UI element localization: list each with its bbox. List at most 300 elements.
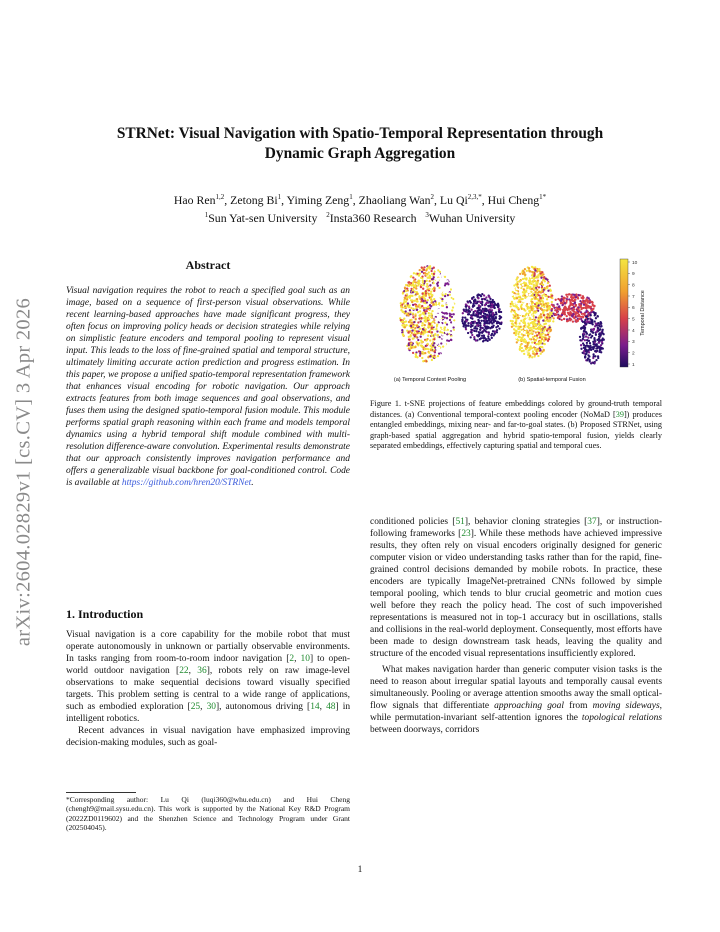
- scatter-point: [539, 283, 541, 285]
- scatter-point: [428, 288, 430, 290]
- scatter-point: [491, 333, 493, 335]
- scatter-point: [484, 298, 486, 300]
- scatter-point: [573, 308, 575, 310]
- scatter-point: [421, 357, 423, 359]
- scatter-point: [592, 355, 594, 357]
- scatter-point: [543, 323, 545, 325]
- scatter-point: [517, 317, 519, 319]
- scatter-point: [569, 305, 571, 307]
- scatter-point: [539, 297, 541, 299]
- scatter-point: [537, 274, 539, 276]
- scatter-point: [593, 339, 595, 341]
- scatter-point: [418, 342, 420, 344]
- citation-link[interactable]: 30: [206, 702, 216, 712]
- scatter-point: [480, 337, 482, 339]
- scatter-point: [523, 320, 525, 322]
- scatter-point: [512, 307, 514, 309]
- scatter-point: [543, 314, 545, 316]
- scatter-point: [420, 277, 422, 279]
- citation-link[interactable]: 25: [190, 702, 201, 712]
- scatter-point: [583, 330, 585, 332]
- scatter-point: [452, 317, 454, 319]
- scatter-point: [577, 320, 579, 322]
- scatter-point: [487, 305, 489, 307]
- scatter-point: [531, 308, 533, 310]
- scatter-point: [594, 314, 596, 316]
- scatter-point: [416, 293, 418, 295]
- scatter-point: [450, 311, 452, 313]
- scatter-point: [400, 306, 402, 308]
- scatter-point: [410, 347, 412, 349]
- scatter-point: [425, 295, 427, 297]
- scatter-point: [513, 328, 515, 330]
- scatter-point: [520, 305, 522, 307]
- scatter-point: [560, 300, 562, 302]
- scatter-point: [482, 337, 484, 339]
- scatter-point: [537, 350, 539, 352]
- scatter-point: [440, 323, 442, 325]
- scatter-point: [426, 285, 428, 287]
- scatter-point: [536, 295, 538, 297]
- scatter-point: [538, 323, 540, 325]
- scatter-point: [478, 313, 480, 315]
- scatter-point: [473, 330, 475, 332]
- scatter-point: [424, 360, 426, 362]
- scatter-point: [427, 318, 429, 320]
- scatter-point: [522, 311, 524, 313]
- scatter-point: [555, 299, 557, 301]
- scatter-point: [546, 287, 548, 289]
- scatter-point: [548, 336, 550, 338]
- scatter-point: [429, 355, 431, 357]
- scatter-point: [534, 291, 536, 293]
- scatter-point: [586, 344, 588, 346]
- scatter-point: [524, 297, 526, 299]
- scatter-point: [451, 316, 453, 318]
- scatter-point: [445, 283, 447, 285]
- scatter-point: [428, 294, 430, 296]
- scatter-point: [450, 299, 452, 301]
- scatter-point: [535, 306, 537, 308]
- scatter-point: [566, 296, 568, 298]
- scatter-point: [405, 310, 407, 312]
- scatter-point: [419, 310, 421, 312]
- citation-link[interactable]: 2: [289, 654, 295, 664]
- author: Lu $Qi^{2,3,*}$: [439, 192, 482, 207]
- scatter-point: [431, 346, 433, 348]
- figure-caption: Figure 1. t-SNE projections of feature embeddings colored by ground-truth temporal distances. (a) Conventional temporal-context pooling encoder (NoMaD [39]) produces entangled embeddings, mixing near- and far-to-goal states. (b) Proposed STRNet, using graph-based spatial aggregation and hybrid spatio-temporal fusion, yields clearly separated embeddings, effectively capturing spatial and temporal cues.: [370, 399, 662, 451]
- scatter-point: [452, 324, 454, 326]
- scatter-point: [481, 335, 483, 337]
- affiliation: Sun Yat-sen University: [208, 210, 318, 225]
- scatter-point: [412, 308, 414, 310]
- scatter-point: [595, 323, 597, 325]
- scatter-point: [413, 272, 415, 274]
- scatter-point: [403, 301, 405, 303]
- scatter-point: [437, 319, 439, 321]
- scatter-point: [463, 308, 465, 310]
- scatter-point: [415, 318, 417, 320]
- scatter-point: [470, 336, 472, 338]
- scatter-point: [541, 351, 543, 353]
- scatter-point: [518, 331, 520, 333]
- scatter-point: [570, 302, 572, 304]
- scatter-point: [425, 321, 427, 323]
- scatter-point: [420, 336, 422, 338]
- scatter-point: [525, 348, 527, 350]
- scatter-point: [528, 349, 530, 351]
- colorbar-tick-label: 7: [632, 294, 635, 300]
- citation-link[interactable]: 48: [326, 702, 336, 712]
- scatter-point: [549, 314, 551, 316]
- scatter-point: [528, 280, 530, 282]
- scatter-point: [537, 320, 539, 322]
- scatter-point: [519, 313, 521, 315]
- abstract-heading: Abstract: [185, 258, 231, 272]
- scatter-point: [516, 288, 518, 290]
- scatter-point: [493, 307, 495, 309]
- scatter-point: [578, 318, 580, 320]
- scatter-point: [423, 307, 425, 309]
- scatter-point: [589, 312, 591, 314]
- scatter-point: [416, 330, 418, 332]
- citation-link[interactable]: 14: [310, 702, 320, 712]
- scatter-point: [514, 315, 516, 317]
- scatter-point: [591, 346, 593, 348]
- scatter-point: [421, 266, 423, 268]
- scatter-point: [424, 324, 426, 326]
- scatter-point: [522, 305, 524, 307]
- scatter-point: [433, 290, 435, 292]
- scatter-point: [525, 337, 527, 339]
- scatter-point: [527, 306, 529, 308]
- scatter-point: [445, 300, 447, 302]
- scatter-point: [433, 342, 435, 344]
- scatter-point: [439, 311, 441, 313]
- scatter-point: [531, 302, 533, 304]
- scatter-point: [413, 285, 415, 287]
- scatter-point: [468, 313, 470, 315]
- scatter-point: [431, 273, 433, 275]
- scatter-point: [524, 331, 526, 333]
- scatter-point: [562, 309, 564, 311]
- scatter-point: [493, 314, 495, 316]
- scatter-point: [493, 305, 495, 307]
- scatter-point: [421, 293, 423, 295]
- intro-paragraph-1: Visual navigation is a core capability for the mobile robot that must operate autonomously in unknown or partially observable environments. In tasks ranging from room-to-room indoor navigation [2, 10] to open-world outdoor navigation [22, 36], robots rely on raw image-level observations to make sequential decisions toward visually specified targets. This problem setting is central to a wide range of applications, such as embodied exploration [25, 30], autonomous driving [14, 48] in intelligent robotics.: [66, 630, 351, 724]
- citation-link[interactable]: 51: [455, 517, 465, 527]
- scatter-point: [442, 345, 444, 347]
- scatter-point: [491, 337, 493, 339]
- scatter-point: [517, 333, 519, 335]
- scatter-point: [568, 293, 570, 295]
- scatter-point: [527, 352, 529, 354]
- scatter-point: [452, 331, 454, 333]
- scatter-point: [423, 269, 425, 271]
- scatter-point: [412, 282, 414, 284]
- scatter-point: [436, 295, 438, 297]
- scatter-point: [595, 317, 597, 319]
- scatter-point: [435, 269, 437, 271]
- scatter-point: [519, 301, 521, 303]
- scatter-point: [600, 322, 602, 324]
- scatter-point: [573, 311, 575, 313]
- scatter-point: [434, 318, 436, 320]
- scatter-point: [552, 305, 554, 307]
- scatter-point: [515, 325, 517, 327]
- scatter-point: [524, 309, 526, 311]
- scatter-point: [461, 319, 463, 321]
- scatter-point: [402, 292, 404, 294]
- colorbar-tick-label: 10: [632, 260, 638, 266]
- scatter-point: [554, 313, 556, 315]
- scatter-point: [516, 283, 518, 285]
- scatter-point: [535, 324, 537, 326]
- scatter-point: [473, 336, 475, 338]
- scatter-point: [466, 300, 468, 302]
- scatter-point: [483, 294, 485, 296]
- scatter-point: [424, 310, 426, 312]
- scatter-point: [446, 336, 448, 338]
- scatter-point: [602, 337, 604, 339]
- scatter-point: [522, 291, 524, 293]
- scatter-point: [450, 339, 452, 341]
- scatter-point: [415, 287, 417, 289]
- scatter-point: [589, 345, 591, 347]
- scatter-point: [443, 291, 445, 293]
- scatter-point: [584, 356, 586, 358]
- scatter-point: [493, 318, 495, 320]
- scatter-point: [422, 328, 424, 330]
- scatter-point: [582, 295, 584, 297]
- scatter-point: [404, 326, 406, 328]
- scatter-point: [573, 294, 575, 296]
- code-link[interactable]: https://github.com/hren20/STRNet: [121, 478, 252, 488]
- scatter-point: [411, 329, 413, 331]
- scatter-point: [575, 296, 577, 298]
- scatter-point: [433, 267, 435, 269]
- scatter-point: [414, 334, 416, 336]
- scatter-point: [436, 325, 438, 327]
- scatter-point: [523, 288, 525, 290]
- colorbar-tick-label: 2: [632, 351, 635, 357]
- scatter-point: [592, 341, 594, 343]
- scatter-point: [412, 304, 414, 306]
- scatter-point: [532, 281, 534, 283]
- scatter-point: [524, 268, 526, 270]
- scatter-point: [496, 331, 498, 333]
- scatter-point: [416, 298, 418, 300]
- scatter-point: [522, 345, 524, 347]
- scatter-point: [543, 287, 545, 289]
- scatter-point: [519, 348, 521, 350]
- scatter-point: [545, 278, 547, 280]
- scatter-point: [475, 339, 477, 341]
- scatter-point: [430, 312, 432, 314]
- scatter-point: [447, 343, 449, 345]
- scatter-point: [421, 345, 423, 347]
- scatter-point: [530, 327, 532, 329]
- scatter-point: [586, 306, 588, 308]
- scatter-point: [539, 342, 541, 344]
- scatter-point: [429, 265, 431, 267]
- scatter-point: [416, 325, 418, 327]
- scatter-point: [431, 359, 433, 361]
- scatter-point: [469, 300, 471, 302]
- citation-link[interactable]: 39: [615, 409, 624, 419]
- scatter-point: [444, 295, 446, 297]
- scatter-point: [580, 316, 582, 318]
- scatter-point: [421, 341, 423, 343]
- scatter-point: [584, 322, 586, 324]
- scatter-point: [489, 298, 491, 300]
- scatter-point: [544, 337, 546, 339]
- scatter-point: [434, 356, 436, 358]
- scatter-point: [452, 321, 454, 323]
- scatter-point: [436, 330, 438, 332]
- scatter-point: [531, 288, 533, 290]
- scatter-point: [574, 305, 576, 307]
- scatter-point: [531, 317, 533, 319]
- citation-link[interactable]: 37: [587, 517, 597, 527]
- scatter-point: [424, 316, 426, 318]
- scatter-point: [533, 288, 535, 290]
- scatter-point: [491, 326, 493, 328]
- scatter-point: [428, 352, 430, 354]
- author-block: [60, 190, 660, 226]
- colorbar-label: Temporal Distance: [640, 290, 646, 336]
- scatter-point: [430, 297, 432, 299]
- citation-link[interactable]: 22: [179, 666, 189, 676]
- scatter-point: [446, 306, 448, 308]
- scatter-point: [441, 336, 443, 338]
- scatter-point: [578, 303, 580, 305]
- scatter-point: [517, 339, 519, 341]
- citation-link[interactable]: 36: [197, 666, 207, 676]
- scatter-point: [423, 266, 425, 268]
- scatter-point: [413, 321, 415, 323]
- scatter-point: [426, 283, 428, 285]
- scatter-point: [529, 355, 531, 357]
- scatter-point: [433, 276, 435, 278]
- scatter-point: [598, 324, 600, 326]
- scatter-point: [445, 331, 447, 333]
- scatter-point: [421, 305, 423, 307]
- scatter-point: [566, 300, 568, 302]
- scatter-point: [516, 297, 518, 299]
- scatter-point: [515, 330, 517, 332]
- scatter-point: [593, 305, 595, 307]
- scatter-point: [442, 294, 444, 296]
- scatter-point: [479, 324, 481, 326]
- scatter-point: [572, 313, 574, 315]
- scatter-point: [483, 329, 485, 331]
- scatter-point: [438, 352, 440, 354]
- scatter-point: [534, 311, 536, 313]
- scatter-point: [531, 294, 533, 296]
- scatter-point: [537, 279, 539, 281]
- scatter-point: [546, 309, 548, 311]
- scatter-point: [403, 318, 405, 320]
- scatter-point: [530, 305, 532, 307]
- scatter-point: [437, 355, 439, 357]
- scatter-point: [471, 334, 473, 336]
- scatter-point: [528, 327, 530, 329]
- scatter-point: [515, 332, 517, 334]
- scatter-point: [529, 293, 531, 295]
- scatter-point: [478, 304, 480, 306]
- scatter-point: [569, 314, 571, 316]
- scatter-point: [514, 311, 516, 313]
- scatter-point: [462, 316, 464, 318]
- scatter-point: [484, 308, 486, 310]
- scatter-point: [547, 302, 549, 304]
- tsne-plots: [380, 256, 662, 388]
- scatter-point: [406, 330, 408, 332]
- scatter-point: [590, 330, 592, 332]
- scatter-point: [423, 302, 425, 304]
- citation-link[interactable]: 23: [461, 529, 471, 539]
- scatter-point: [512, 320, 514, 322]
- scatter-point: [451, 336, 453, 338]
- citation-link[interactable]: 10: [300, 654, 310, 664]
- scatter-point: [440, 283, 442, 285]
- scatter-point: [533, 272, 535, 274]
- scatter-point: [598, 351, 600, 353]
- scatter-point: [533, 355, 535, 357]
- scatter-point: [476, 310, 478, 312]
- scatter-point: [513, 298, 515, 300]
- scatter-point: [439, 331, 441, 333]
- scatter-point: [440, 350, 442, 352]
- scatter-point: [431, 294, 433, 296]
- scatter-point: [438, 336, 440, 338]
- scatter-point: [556, 303, 558, 305]
- scatter-point: [422, 333, 424, 335]
- scatter-point: [566, 309, 568, 311]
- scatter-point: [596, 315, 598, 317]
- scatter-point: [400, 302, 402, 304]
- scatter-point: [540, 316, 542, 318]
- scatter-point: [512, 291, 514, 293]
- scatter-point: [480, 295, 482, 297]
- scatter-point: [429, 345, 431, 347]
- scatter-point: [470, 309, 472, 311]
- scatter-point: [475, 330, 477, 332]
- scatter-point: [547, 332, 549, 334]
- scatter-point: [522, 284, 524, 286]
- scatter-point: [581, 313, 583, 315]
- scatter-point: [498, 310, 500, 312]
- scatter-point: [592, 362, 594, 364]
- scatter-point: [482, 308, 484, 310]
- scatter-point: [485, 296, 487, 298]
- scatter-point: [421, 322, 423, 324]
- scatter-point: [542, 297, 544, 299]
- tsne-panel-a: [399, 265, 503, 362]
- scatter-point: [515, 302, 517, 304]
- scatter-point: [437, 285, 439, 287]
- scatter-point: [533, 284, 535, 286]
- scatter-point: [409, 283, 411, 285]
- scatter-point: [585, 335, 587, 337]
- scatter-point: [520, 320, 522, 322]
- scatter-point: [438, 287, 440, 289]
- scatter-point: [450, 301, 452, 303]
- scatter-point: [527, 342, 529, 344]
- scatter-point: [488, 319, 490, 321]
- scatter-point: [470, 316, 472, 318]
